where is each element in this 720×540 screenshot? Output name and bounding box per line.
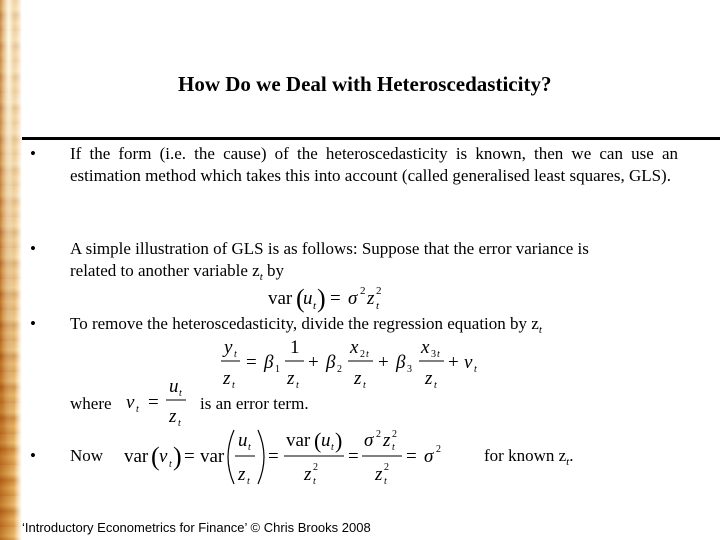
svg-text:t: t	[313, 300, 317, 312]
bullet3-sub: t	[538, 324, 542, 336]
error-term-text: is an error term.	[200, 394, 309, 413]
svg-text:t: t	[169, 459, 172, 470]
svg-text:t: t	[179, 388, 182, 399]
svg-text:σ: σ	[424, 446, 434, 467]
known-zt-text	[484, 445, 573, 473]
svg-text:z: z	[287, 368, 295, 389]
title-divider	[22, 137, 720, 140]
svg-text:z: z	[375, 464, 383, 485]
bullet-marker: •	[30, 446, 36, 465]
bullet2-line2	[70, 260, 284, 288]
svg-text:3: 3	[407, 364, 412, 375]
svg-text:z: z	[354, 368, 362, 389]
where-label: where	[70, 394, 112, 413]
variance-derivation-equation	[122, 424, 452, 490]
svg-text:t: t	[392, 442, 395, 453]
svg-text:x: x	[350, 337, 359, 358]
svg-text:t: t	[366, 349, 369, 360]
svg-text:σ: σ	[348, 288, 358, 309]
svg-text:t: t	[437, 349, 440, 360]
svg-text:+: +	[448, 352, 459, 373]
svg-text:1: 1	[275, 364, 280, 375]
bullet1-text: If the form (i.e. the cause) of the heteroscedasticity is known, then we can use an estimation method which takes this into account (called generalised least squares, GLS).	[70, 144, 678, 185]
svg-text:1: 1	[290, 337, 300, 358]
svg-text:2: 2	[337, 364, 342, 375]
svg-text:t: t	[474, 364, 477, 375]
svg-text:+: +	[378, 352, 389, 373]
svg-text:x: x	[421, 337, 430, 358]
transformed-regression-equation	[218, 334, 488, 390]
svg-text:(: (	[151, 442, 160, 471]
svg-text:(: (	[296, 284, 305, 313]
svg-text:): )	[335, 428, 343, 453]
svg-text:z: z	[304, 464, 312, 485]
svg-text:β: β	[396, 352, 406, 373]
svg-text:var: var	[124, 446, 149, 467]
bullet2-line1: A simple illustration of GLS is as follows: Suppose that the error variance is	[70, 239, 589, 258]
slide-footer: ‘Introductory Econometrics for Finance’ © Chris Brooks 2008	[22, 520, 371, 535]
svg-text:t: t	[434, 380, 437, 390]
svg-text:u: u	[321, 430, 331, 451]
bullet3-main: To remove the heteroscedasticity, divide the regression equation by z	[70, 314, 539, 333]
svg-text:u: u	[169, 376, 179, 397]
error-term-equation	[124, 374, 194, 428]
known-sub: t	[566, 456, 570, 468]
svg-text:t: t	[136, 404, 139, 415]
svg-text:t: t	[178, 418, 181, 428]
svg-text:2: 2	[376, 429, 381, 440]
svg-text:v: v	[464, 352, 473, 373]
svg-text:t: t	[248, 442, 251, 453]
svg-text:t: t	[376, 300, 380, 312]
svg-text:=: =	[406, 446, 417, 467]
svg-text:var: var	[200, 446, 225, 467]
svg-text:(: (	[314, 428, 322, 453]
svg-text:z: z	[383, 430, 391, 451]
svg-text:z: z	[238, 464, 246, 485]
svg-text:z: z	[223, 368, 231, 389]
svg-text:2: 2	[360, 349, 365, 360]
bullet2-line2-end: by	[262, 261, 285, 280]
svg-text:var: var	[286, 430, 311, 451]
svg-text:=: =	[268, 446, 279, 467]
bullet2-line2-text: related to another variable z	[70, 261, 260, 280]
svg-text:t: t	[232, 380, 235, 390]
svg-text:var: var	[268, 288, 293, 309]
svg-text:t: t	[234, 349, 237, 360]
svg-text:=: =	[330, 288, 341, 309]
svg-text:2: 2	[436, 444, 441, 455]
svg-text:β: β	[264, 352, 274, 373]
svg-text:+: +	[308, 352, 319, 373]
svg-text:2: 2	[392, 429, 397, 440]
svg-text:3: 3	[431, 349, 436, 360]
svg-text:=: =	[348, 446, 359, 467]
bullet2-line2-sub: t	[259, 271, 263, 283]
svg-text:=: =	[148, 392, 159, 413]
svg-text:t: t	[384, 476, 387, 487]
svg-text:): )	[173, 442, 182, 471]
bullet4-label: Now	[70, 446, 104, 465]
svg-text:z: z	[367, 288, 375, 309]
svg-text:β: β	[326, 352, 336, 373]
svg-text:): )	[317, 284, 326, 313]
svg-text:=: =	[246, 352, 257, 373]
svg-text:2: 2	[360, 285, 366, 297]
svg-text:t: t	[313, 476, 316, 487]
variance-equation	[266, 282, 406, 316]
svg-text:t: t	[247, 476, 250, 487]
svg-text:t: t	[296, 380, 299, 390]
svg-text:u: u	[303, 288, 313, 309]
bullet-marker: •	[30, 239, 36, 258]
svg-text:v: v	[126, 392, 135, 413]
svg-text:σ: σ	[364, 430, 374, 451]
svg-text:t: t	[331, 442, 334, 453]
bullet-marker: •	[30, 314, 36, 333]
svg-text:2: 2	[376, 285, 382, 297]
svg-text:z: z	[169, 406, 177, 427]
svg-text:v: v	[159, 446, 168, 467]
svg-text:2: 2	[384, 462, 389, 473]
svg-text:u: u	[238, 430, 248, 451]
known-end: .	[569, 446, 574, 465]
svg-text:z: z	[425, 368, 433, 389]
bullet-marker: •	[30, 144, 36, 163]
slide-title: How Do we Deal with Heteroscedasticity?	[178, 72, 552, 96]
known-main: for known z	[484, 446, 567, 465]
svg-text:=: =	[184, 446, 195, 467]
svg-text:t: t	[363, 380, 366, 390]
svg-text:y: y	[224, 337, 233, 358]
svg-text:2: 2	[313, 462, 318, 473]
decorative-wood-strip	[0, 0, 22, 540]
